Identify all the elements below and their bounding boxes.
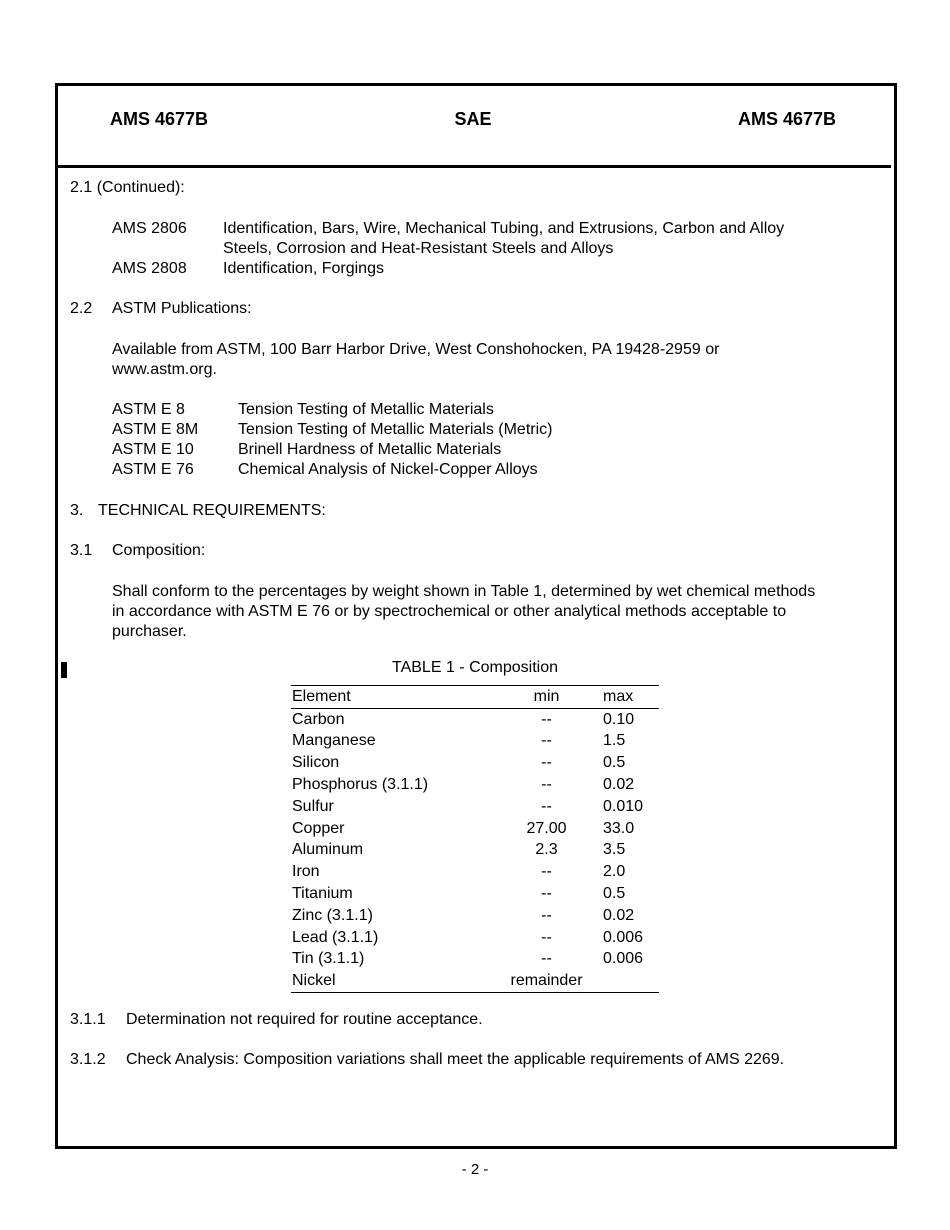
composition-paragraph-line3: purchaser. <box>112 623 187 640</box>
cell-element: Phosphorus (3.1.1) <box>292 776 429 794</box>
cell-element: Lead (3.1.1) <box>292 928 379 946</box>
column-header-min: min <box>533 687 560 705</box>
table-header-row <box>291 686 659 709</box>
cell-min: -- <box>541 710 552 728</box>
table-row <box>291 796 659 818</box>
cell-element: Aluminum <box>292 841 364 859</box>
astm-availability-line1: Available from ASTM, 100 Barr Harbor Drive, West Conshohocken, PA 19428-2959 or <box>112 341 720 358</box>
cell-min: -- <box>541 754 552 772</box>
section-3-1-2-number: 3.1.2 <box>70 1051 106 1068</box>
table-row <box>291 883 659 905</box>
section-2-1-heading: 2.1 (Continued): <box>70 179 185 196</box>
reference-title: Tension Testing of Metallic Materials <box>238 401 494 418</box>
section-3-heading: TECHNICAL REQUIREMENTS: <box>98 502 326 519</box>
cell-element: Manganese <box>292 732 376 750</box>
reference-title: Chemical Analysis of Nickel-Copper Alloys <box>238 461 538 478</box>
reference-title-continued: Steels, Corrosion and Heat-Resistant Steels and Alloys <box>223 240 614 257</box>
table-row <box>291 774 659 796</box>
cell-max: 0.006 <box>603 950 644 968</box>
cell-max: 0.5 <box>603 754 626 772</box>
table-body <box>291 708 659 992</box>
cell-max: 0.02 <box>603 906 635 924</box>
cell-max: 2.0 <box>603 863 626 881</box>
cell-max: 0.006 <box>603 928 644 946</box>
header-spec-number-right: AMS 4677B <box>737 109 836 129</box>
cell-element: Iron <box>292 863 320 881</box>
section-2-2-number: 2.2 <box>70 300 93 317</box>
cell-min: remainder <box>510 972 583 990</box>
table-row <box>291 905 659 927</box>
cell-max: 0.5 <box>603 885 626 903</box>
section-3-1-1-text: Determination not required for routine acceptance. <box>126 1011 483 1028</box>
cell-element: Copper <box>292 819 345 837</box>
section-3-1-number: 3.1 <box>70 542 93 559</box>
reference-code: AMS 2808 <box>112 260 187 277</box>
column-header-element: Element <box>292 687 351 705</box>
cell-element: Titanium <box>292 885 353 903</box>
reference-item <box>112 420 712 440</box>
reference-code: AMS 2806 <box>112 220 187 237</box>
table-row <box>291 752 659 774</box>
cell-element: Silicon <box>292 754 340 772</box>
reference-item <box>112 259 872 279</box>
reference-code: ASTM E 8 <box>112 401 185 418</box>
page-number: - 2 - <box>461 1161 489 1178</box>
section-3-number: 3. <box>70 502 84 519</box>
cell-max: 0.02 <box>603 776 635 794</box>
composition-paragraph-line1: Shall conform to the percentages by weight shown in Table 1, determined by wet chemical methods <box>112 583 816 600</box>
cell-min: 2.3 <box>535 841 558 859</box>
cell-max: 0.010 <box>603 797 644 815</box>
table-row <box>291 927 659 949</box>
composition-paragraph-line2: in accordance with ASTM E 76 or by spectrochemical or other analytical methods acceptable to <box>112 603 787 620</box>
cell-max: 33.0 <box>603 819 635 837</box>
cell-element: Zinc (3.1.1) <box>292 906 373 924</box>
reference-code: ASTM E 8M <box>112 421 199 438</box>
cell-max <box>593 970 659 992</box>
reference-item <box>112 440 712 460</box>
section-3-1-2-text: Check Analysis: Composition variations shall meet the applicable requirements of AMS 2269. <box>126 1051 785 1068</box>
cell-min: -- <box>541 863 552 881</box>
change-bar <box>61 662 67 678</box>
section-3-1-heading: Composition: <box>112 542 206 559</box>
header-org: SAE <box>454 109 492 129</box>
reference-title: Brinell Hardness of Metallic Materials <box>238 441 502 458</box>
cell-min: -- <box>541 885 552 903</box>
table-row <box>291 840 659 862</box>
section-3-1-1-number: 3.1.1 <box>70 1011 106 1028</box>
cell-min: -- <box>541 797 552 815</box>
cell-max: 3.5 <box>603 841 626 859</box>
cell-element: Carbon <box>292 710 345 728</box>
cell-min: -- <box>541 776 552 794</box>
column-header-max: max <box>603 687 634 705</box>
cell-max: 0.10 <box>603 710 635 728</box>
header-spec-number-left: AMS 4677B <box>110 109 209 129</box>
section-2-2-heading: ASTM Publications: <box>112 300 252 317</box>
cell-min: -- <box>541 906 552 924</box>
reference-item <box>112 219 872 259</box>
table-row <box>291 731 659 753</box>
cell-min: -- <box>541 928 552 946</box>
reference-code: ASTM E 10 <box>112 441 194 458</box>
cell-element: Tin (3.1.1) <box>292 950 365 968</box>
reference-code: ASTM E 76 <box>112 461 194 478</box>
cell-min: -- <box>541 950 552 968</box>
reference-title: Identification, Forgings <box>223 260 384 277</box>
cell-element: Nickel <box>292 972 336 990</box>
reference-title: Identification, Bars, Wire, Mechanical Tubing, and Extrusions, Carbon and Alloy <box>223 220 785 237</box>
cell-min: 27.00 <box>526 819 567 837</box>
cell-element: Sulfur <box>292 797 334 815</box>
table-row <box>291 949 659 971</box>
table-row <box>291 970 659 992</box>
composition-table <box>291 685 659 993</box>
astm-availability-line2: www.astm.org. <box>112 361 217 378</box>
table-row <box>291 818 659 840</box>
reference-item <box>112 400 712 420</box>
cell-max: 1.5 <box>603 732 626 750</box>
table-caption: TABLE 1 - Composition <box>392 659 558 676</box>
table-row <box>291 708 659 730</box>
table-row <box>291 861 659 883</box>
reference-item <box>112 460 712 480</box>
cell-min: -- <box>541 732 552 750</box>
document-header <box>55 83 891 168</box>
reference-title: Tension Testing of Metallic Materials (Metric) <box>238 421 553 438</box>
